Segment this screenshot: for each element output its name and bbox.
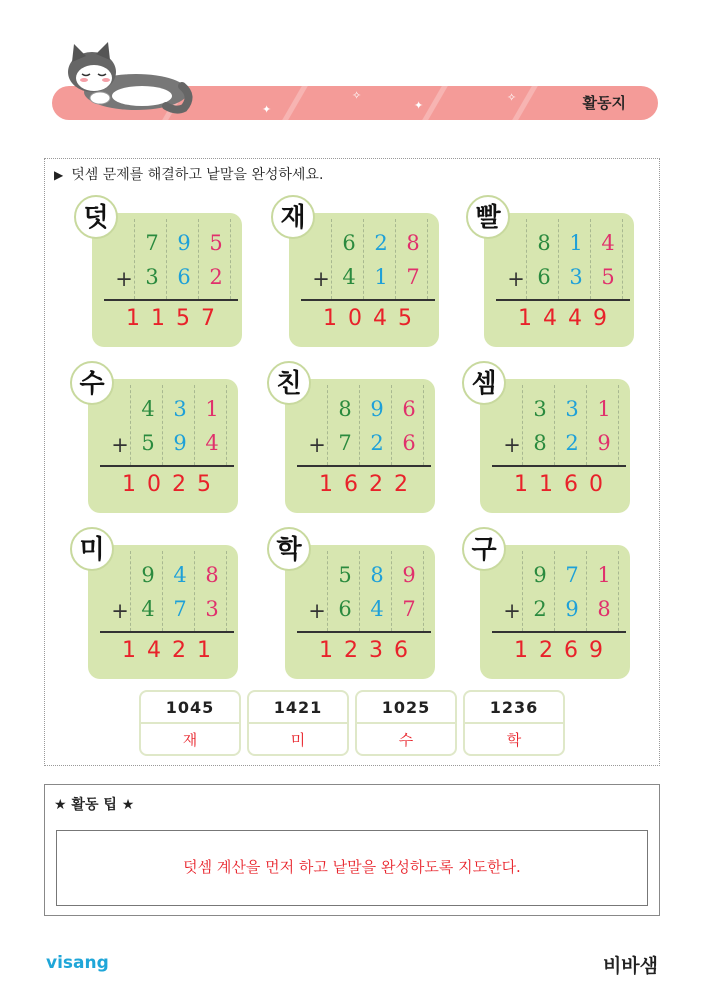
grid-line [427, 219, 428, 299]
problem-card [484, 213, 634, 347]
sparkle-icon: ✧ [352, 89, 362, 102]
word-char-badge: 수 [70, 361, 114, 405]
grid-line [423, 385, 424, 465]
answer-cell [247, 690, 349, 756]
plus-sign: + [308, 433, 326, 457]
addend-1-digit: 3 [533, 397, 547, 421]
grid-line [194, 551, 195, 631]
problem-card [289, 213, 439, 347]
addend-2-digit: 9 [565, 597, 579, 621]
word-char-badge: 친 [267, 361, 311, 405]
word-char-badge: 빨 [466, 195, 510, 239]
answer-cell [139, 690, 241, 756]
problem-card [480, 379, 630, 513]
grid-line [198, 219, 199, 299]
grid-line [522, 551, 523, 631]
addend-2-digit: 4 [370, 597, 384, 621]
grid-line [586, 551, 587, 631]
sum-answer: 1160 [514, 472, 614, 497]
sparkle-icon: ✦ [262, 103, 272, 116]
sum-answer: 1045 [323, 306, 423, 331]
addend-1-digit: 4 [601, 231, 615, 255]
addend-2-digit: 2 [209, 265, 223, 289]
grid-line [586, 385, 587, 465]
answer-char: 수 [398, 731, 414, 749]
grid-line [134, 219, 135, 299]
grid-line [327, 551, 328, 631]
answer-number: 1236 [465, 692, 563, 724]
grid-line [558, 219, 559, 299]
addend-1-digit: 1 [597, 563, 611, 587]
addend-1-digit: 9 [402, 563, 416, 587]
addend-1-digit: 7 [145, 231, 159, 255]
sum-line [104, 299, 238, 301]
addend-1-digit: 9 [533, 563, 547, 587]
addend-1-digit: 1 [569, 231, 583, 255]
addend-1-digit: 1 [597, 397, 611, 421]
tip-text: 덧셈 계산을 먼저 하고 낱말을 완성하도록 지도한다. [183, 858, 521, 876]
grid-line [622, 219, 623, 299]
grid-line [359, 385, 360, 465]
sum-answer: 1622 [319, 472, 419, 497]
problem-card [88, 545, 238, 679]
sleeping-cat-illustration [56, 42, 196, 114]
grid-line [391, 551, 392, 631]
addend-2-digit: 3 [569, 265, 583, 289]
sum-line [496, 299, 630, 301]
addend-2-digit: 2 [533, 597, 547, 621]
answer-number: 1421 [249, 692, 347, 724]
answer-cell [463, 690, 565, 756]
addend-1-digit: 8 [338, 397, 352, 421]
instruction-text: 덧셈 문제를 해결하고 낱말을 완성하세요. [71, 167, 324, 183]
problem-card [285, 379, 435, 513]
problem-card [285, 545, 435, 679]
grid-line [554, 551, 555, 631]
grid-line [526, 219, 527, 299]
addend-2-digit: 4 [342, 265, 356, 289]
addend-1-digit: 5 [209, 231, 223, 255]
addend-2-digit: 9 [597, 431, 611, 455]
addend-1-digit: 5 [338, 563, 352, 587]
sum-line [301, 299, 435, 301]
word-char-badge: 덧 [74, 195, 118, 239]
sum-answer: 1269 [514, 638, 614, 663]
instruction [54, 164, 323, 184]
word-char-badge: 미 [70, 527, 114, 571]
sum-answer: 1449 [518, 306, 618, 331]
addend-2-digit: 7 [338, 431, 352, 455]
addend-2-digit: 1 [374, 265, 388, 289]
addend-1-digit: 8 [537, 231, 551, 255]
addend-2-digit: 3 [145, 265, 159, 289]
addend-1-digit: 9 [370, 397, 384, 421]
grid-line [327, 385, 328, 465]
addend-2-digit: 5 [601, 265, 615, 289]
addend-2-digit: 7 [406, 265, 420, 289]
addend-2-digit: 7 [402, 597, 416, 621]
word-char-badge: 구 [462, 527, 506, 571]
grid-line [359, 551, 360, 631]
answer-number: 1025 [357, 692, 455, 724]
addend-1-digit: 1 [205, 397, 219, 421]
addend-2-digit: 6 [177, 265, 191, 289]
triangle-bullet-icon: ▶ [54, 168, 64, 182]
addend-2-digit: 6 [338, 597, 352, 621]
word-char-badge: 재 [271, 195, 315, 239]
answer-cell [355, 690, 457, 756]
plus-sign: + [111, 433, 129, 457]
grid-line [618, 385, 619, 465]
addend-1-digit: 3 [173, 397, 187, 421]
sum-answer: 1025 [122, 472, 222, 497]
sum-answer: 1236 [319, 638, 419, 663]
addend-1-digit: 9 [177, 231, 191, 255]
plus-sign: + [111, 599, 129, 623]
addend-1-digit: 8 [370, 563, 384, 587]
grid-line [590, 219, 591, 299]
grid-line [423, 551, 424, 631]
addend-2-digit: 5 [141, 431, 155, 455]
plus-sign: + [115, 267, 133, 291]
addend-2-digit: 2 [370, 431, 384, 455]
answer-char: 재 [182, 731, 198, 749]
addend-2-digit: 4 [141, 597, 155, 621]
grid-line [230, 219, 231, 299]
addend-2-digit: 8 [533, 431, 547, 455]
answer-char: 미 [290, 731, 306, 749]
sum-line [297, 465, 431, 467]
addend-1-digit: 8 [205, 563, 219, 587]
answer-number: 1045 [141, 692, 239, 724]
problem-card [88, 379, 238, 513]
addend-1-digit: 6 [342, 231, 356, 255]
grid-line [166, 219, 167, 299]
grid-line [130, 385, 131, 465]
grid-line [162, 385, 163, 465]
vivasam-logo: 비바샘 [602, 955, 658, 977]
grid-line [226, 551, 227, 631]
addend-1-digit: 7 [565, 563, 579, 587]
word-char-badge: 셈 [462, 361, 506, 405]
sum-line [100, 631, 234, 633]
grid-line [331, 219, 332, 299]
addend-1-digit: 2 [374, 231, 388, 255]
sparkle-icon: ✧ [507, 91, 517, 104]
answer-char: 학 [506, 731, 522, 749]
addend-1-digit: 8 [406, 231, 420, 255]
problem-card [92, 213, 242, 347]
grid-line [363, 219, 364, 299]
sum-line [100, 465, 234, 467]
grid-line [391, 385, 392, 465]
sum-answer: 1157 [126, 306, 226, 331]
addend-2-digit: 6 [537, 265, 551, 289]
grid-line [194, 385, 195, 465]
plus-sign: + [308, 599, 326, 623]
tip-title: ★ 활동 팁 ★ [54, 797, 135, 813]
visang-logo: visang [46, 953, 109, 973]
plus-sign: + [312, 267, 330, 291]
addend-2-digit: 4 [205, 431, 219, 455]
sum-line [492, 465, 626, 467]
addend-2-digit: 8 [597, 597, 611, 621]
plus-sign: + [507, 267, 525, 291]
addend-2-digit: 9 [173, 431, 187, 455]
addend-2-digit: 2 [565, 431, 579, 455]
sum-answer: 1421 [122, 638, 222, 663]
problem-card [480, 545, 630, 679]
addend-2-digit: 7 [173, 597, 187, 621]
addend-1-digit: 9 [141, 563, 155, 587]
grid-line [522, 385, 523, 465]
addend-1-digit: 4 [141, 397, 155, 421]
plus-sign: + [503, 599, 521, 623]
plus-sign: + [503, 433, 521, 457]
sum-line [492, 631, 626, 633]
word-char-badge: 학 [267, 527, 311, 571]
sum-line [297, 631, 431, 633]
addend-2-digit: 6 [402, 431, 416, 455]
sparkle-icon: ✦ [414, 99, 424, 112]
grid-line [395, 219, 396, 299]
grid-line [226, 385, 227, 465]
addend-2-digit: 3 [205, 597, 219, 621]
addend-1-digit: 3 [565, 397, 579, 421]
sheet-title: 활동지 [582, 94, 626, 112]
grid-line [554, 385, 555, 465]
grid-line [618, 551, 619, 631]
grid-line [162, 551, 163, 631]
addend-1-digit: 6 [402, 397, 416, 421]
grid-line [130, 551, 131, 631]
addend-1-digit: 4 [173, 563, 187, 587]
